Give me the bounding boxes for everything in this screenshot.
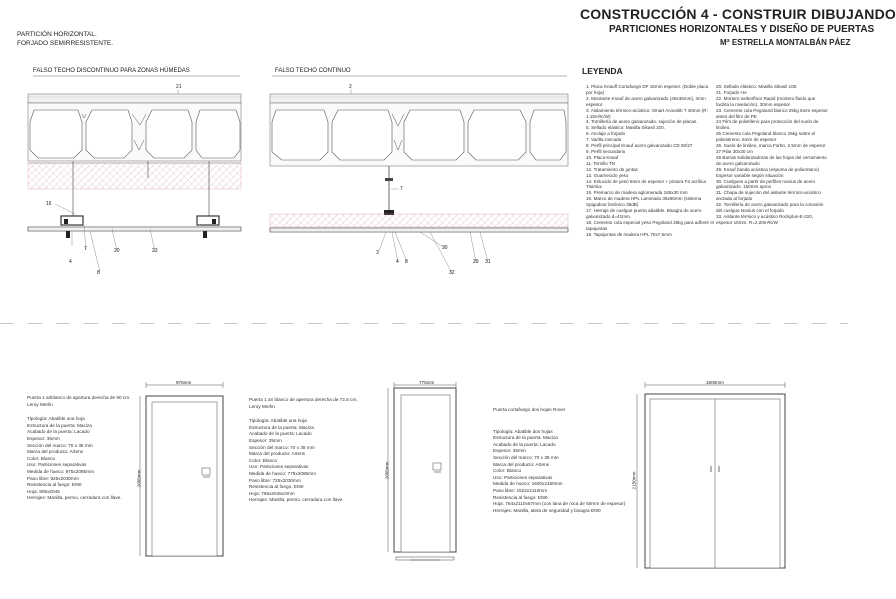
callout-label: 32	[449, 270, 455, 276]
legend-item: 12. Tratamiento de juntas	[586, 166, 638, 172]
legend-column-2	[716, 84, 828, 226]
legend-item: 19. Tapajuntas de madera HPL 70x7,5mm	[586, 231, 672, 237]
legend-item: 6. Anclaje a forjado	[586, 131, 626, 137]
legend-item: 22. Mortero weberfloor Rapid (mortero fluido que facilita la nivelación). 30mm espesor	[716, 95, 816, 107]
spec-line: Hoja: 755x2045x3mm	[249, 490, 295, 496]
spec-line: Medida de hueco: 775x2085mm	[249, 470, 316, 476]
page-subtitle: PARTICIONES HORIZONTALES Y DISEÑO DE PUERTAS	[609, 24, 875, 35]
spec-line: Uso: Particiones separativas	[249, 464, 309, 470]
legend-item: 29. Knauf banda acústica (espuma de poliuretano). Espesor variable según situación	[716, 166, 821, 178]
legend-item: 2. Montante Knauf de acero galvanizado (48x35mm), 3mm espesor	[586, 95, 706, 107]
callout-label: 8	[97, 270, 100, 276]
spec-line: Color: Blanco	[249, 457, 278, 463]
spec-line: Resistencia al fuego: EI90	[249, 484, 304, 490]
legend-item: 1. Placa Knauff Cortafuego DF 15mm espesor. (Doble placa por hoja)	[586, 84, 709, 95]
legend-item: 5. Sellado elástico: Masilla Sikasil 100.	[586, 125, 665, 131]
callout-label: 8	[405, 259, 408, 265]
page-title: CONSTRUCCIÓN 4 - CONSTRUIR DIBUJANDO	[580, 6, 896, 22]
spec-line: Resistencia al fuego: EI90	[27, 482, 82, 488]
spec-line: Hoja: 905x2045	[27, 488, 60, 494]
slab-title: FORJADO SEMIRRESISTENTE.	[17, 40, 114, 47]
ceiling-profiles	[61, 216, 219, 225]
spec-line: Estructura de la puerta: Maciza	[493, 435, 558, 441]
legend-item: 18. Cemento cola especial yeso Pegoland 25kg para adherir el tapajuntas	[586, 219, 714, 231]
legend-item: 31. Chapa de sujeción del aislante térmico-acústico anclada al forjado	[716, 190, 821, 202]
legend-item: 15. Premarco de madera aglomerada 165x30 mm	[586, 190, 688, 196]
callout-label: 7	[400, 186, 403, 192]
door-1-elevation	[140, 382, 223, 556]
spec-line: Paso libre: 725x2030mm	[249, 477, 301, 483]
door-2-specs	[249, 397, 361, 504]
spec-line: Color: Blanco	[493, 468, 522, 474]
door-3-title: Puerta cortafuego dos hojas Rover	[493, 407, 566, 412]
spec-line: Tipología: Abatible una hoja	[27, 416, 85, 422]
door-1-width-dim: 975mm	[176, 380, 192, 385]
door-3-height-dim: 2150mm	[631, 471, 637, 490]
spec-line: Herrajes: Manilla, aleta de seguridad y bisagra EI90	[493, 507, 601, 513]
spec-line: Resistencia al fuego: EI90	[493, 494, 548, 500]
spec-line: Herrajes: Manilla, pernio, cerradura con llave.	[249, 497, 344, 503]
legend-item: 16. Marco de madera HPL Laminado 35x80mm (sistema Spigodoor listónico 38dB)	[586, 196, 702, 208]
vault-blocks-right	[272, 110, 566, 160]
spec-line: Acabado de la puerta: Lacado	[249, 431, 312, 437]
callout-label: 20	[114, 248, 120, 254]
legend-item: 27 Pilar 30x30 cm	[716, 148, 753, 154]
callout-label: 30	[442, 245, 448, 251]
spec-line: Color: Blanco	[27, 455, 56, 461]
spec-line: Paso libre: 925x2030mm	[27, 475, 79, 481]
door-2-width-dim: 775mm	[419, 380, 435, 385]
spec-line: Sección del marco: 70 x 38 mm	[27, 442, 93, 448]
callout-label: 4	[396, 259, 399, 265]
legend-item: 14. Enlucido de yeso 5mm de espesor + pintura F4 acrílica Titanlux	[586, 178, 706, 190]
callout-label: 23	[152, 248, 158, 254]
legend-item: 32. Tornillería de acero galvanizado para la conexión del cuelgue Nonius con el forjado	[716, 202, 824, 214]
callout-label: 4	[69, 259, 72, 265]
legend-item: 10. Placa Knauf	[586, 154, 619, 160]
callout-label: 31	[485, 259, 491, 265]
callout-label: 7	[84, 246, 87, 252]
callout-label: 3	[376, 250, 379, 256]
legend-item: 9. Perfil secundario	[586, 148, 626, 154]
slab-top	[28, 94, 241, 103]
door-1-specs	[27, 395, 131, 502]
spec-line: Marca del producto: Artens	[249, 451, 306, 457]
right-ceiling-section	[270, 76, 568, 273]
legend-item: 28 Barras solidarizadoras de las hojas del cerramiento de acero galvanizado	[716, 154, 827, 166]
spec-line: Paso libre: 1522x2110mm	[493, 487, 548, 493]
spec-line: Tipología: Abatible una hoja	[249, 418, 307, 424]
section-divider	[0, 323, 848, 324]
right-section-heading: FALSO TECHO CONTINUO	[275, 68, 351, 74]
legend-item: 4. Tornillería de acero galvanizado, sujeción de placas.	[586, 119, 698, 125]
legend-item: 21. Forjado HA	[716, 89, 747, 95]
legend-column-1	[586, 84, 714, 238]
spec-line: Espesor: 35mm	[249, 437, 282, 443]
spec-line: Estructura de la puerta: Maciza	[27, 422, 92, 428]
legend-item: 7. Varilla roscada	[586, 137, 622, 143]
spec-line: Marca del producto: Artens	[27, 449, 84, 455]
left-ceiling-section	[28, 76, 241, 272]
legend-item: 25 Cemento cola Pegoland blanco 25kg sobre el poliestireno. 5mm de espesor	[716, 131, 816, 143]
legend-item: 30. Cuelgues a partir de perfiles nonius de acero galvanizado. 150mm aprox	[716, 178, 816, 190]
callout-label: 29	[473, 259, 479, 265]
door-3-width-dim: 1600mm	[706, 380, 724, 385]
spec-line: Uso: Particiones separativas	[493, 474, 553, 480]
spec-line: Hoja: 764x2110x67mm (con lana de roca de 50mm de espesor)	[493, 501, 626, 507]
spec-line: Medida de hueco: 1600x2150mm	[493, 481, 563, 487]
callout-label: 21	[176, 84, 182, 90]
spec-line: Tipología: Abatible dos hojas	[493, 428, 553, 434]
spec-line: Sección del marco: 70 x 38 mm	[493, 454, 559, 460]
spec-line: Acabado de la puerta: Lacado	[27, 429, 90, 435]
legend-item: 11. Tornillo TN	[586, 160, 616, 166]
legend-item: 13. Guarnecido yeso	[586, 172, 629, 178]
legend-item: 24 Film de polietileno para protección del suelo de linóleo.	[716, 119, 819, 131]
door-3-elevation	[637, 382, 785, 568]
legend-item: 20. Sellado elástico: Masilla Sikasil 100.	[716, 84, 798, 89]
door-1-title: Puerta 1 ariblanco de apertura derecha de 90 cm. Leroy Merlin	[27, 395, 131, 407]
door-2-height-dim: 2055mm	[384, 461, 390, 480]
legend-item: 17. Herraje de cuelgue puerta abatible. Bisagra de acero galvanizado d=41mm	[586, 208, 702, 219]
spec-line: Marca del producto: Artens	[493, 461, 550, 467]
door-2-title: Puerta 1 ari blanco de apertura derecha de 72,5 cm. Leroy Merlin	[249, 397, 358, 409]
left-section-heading: FALSO TECHO DISCONTINUO PARA ZONAS HÚMEDAS	[33, 68, 190, 74]
spec-line: Estructura de la puerta: Maciza	[249, 424, 314, 430]
spec-line: Sección del marco: 70 x 38 mm	[249, 444, 315, 450]
spec-line: Herrajes: Manilla, pernio, cerradura con llave.	[27, 495, 122, 501]
legend-title: LEYENDA	[582, 66, 623, 76]
spec-line: Espesor: 35mm	[493, 448, 526, 454]
legend-item: 26. Suelo de linóleo, marca Forbo. 2,5mm de espesor	[716, 143, 826, 149]
door-1-height-dim: 2055mm	[136, 469, 142, 488]
spec-line: Acabado de la puerta: Lacado	[493, 441, 556, 447]
author-name: Mª ESTRELLA MONTALBÁN PÁEZ	[720, 38, 851, 47]
legend-item: 8. Perfil principal Knauf acero galvanizado CD 60/27	[586, 143, 693, 149]
spec-line: Uso: Particiones separativas	[27, 462, 87, 468]
legend-item: 3. Aislamiento térmico-acústico: Smart Acoustik T 40mm (R: 1,15m²K/W)	[586, 107, 708, 119]
door-2-elevation	[388, 382, 456, 560]
callout-label: 16	[46, 201, 52, 207]
spec-line: Espesor: 35mm	[27, 435, 60, 441]
legend-item: 23. Cemento cola Pegoland blanco 25kg 5mm espesor antes del film de PE	[716, 107, 828, 119]
legend-item: 33. Aislante térmico y acústico Rockplus-E-220, espesor 15mm. R=2,20m²K/W	[716, 213, 814, 225]
partition-title: PARTICIÓN HORIZONTAL.	[17, 31, 97, 38]
door-3-specs	[493, 407, 633, 514]
spec-line: Medida de hueco: 975x2085mm	[27, 468, 94, 474]
callout-label: 2	[349, 84, 352, 90]
